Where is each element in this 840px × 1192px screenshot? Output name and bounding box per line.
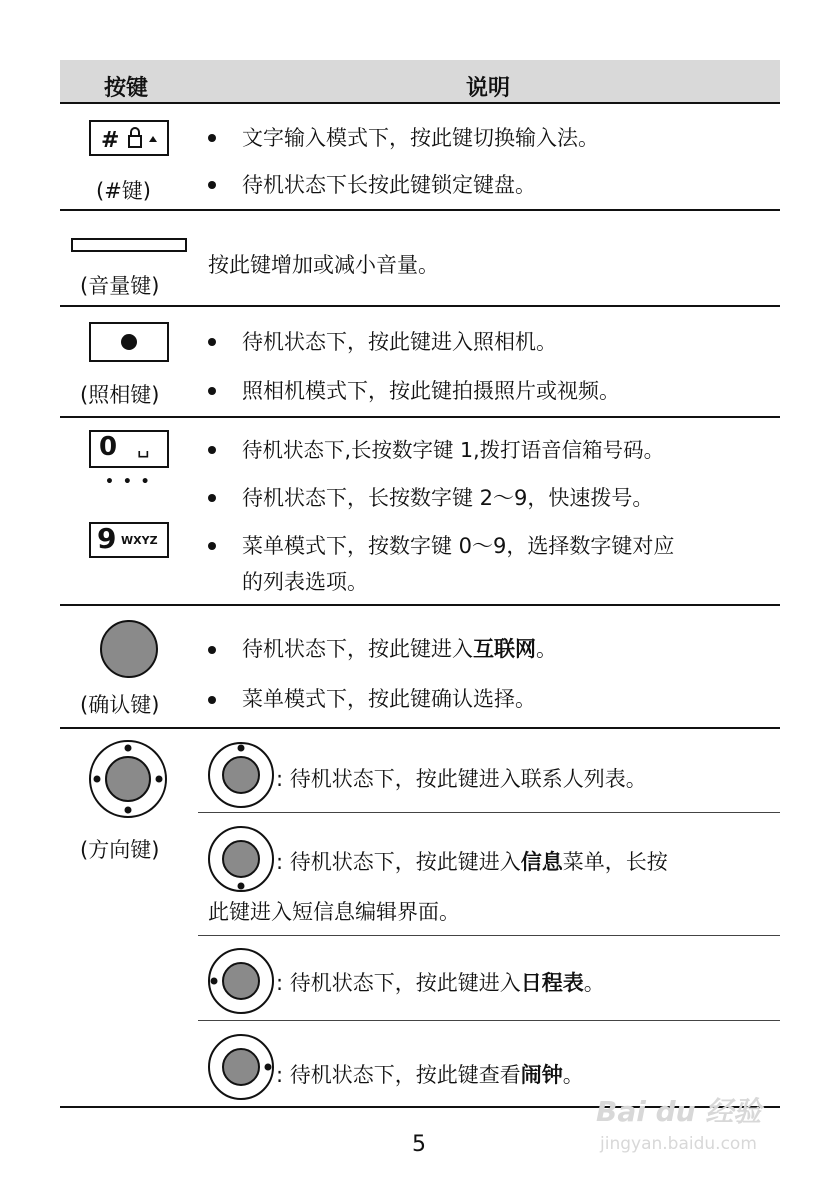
- ellipsis-dots: • • •: [105, 474, 152, 490]
- number-bullet-3-line1: 菜单模式下，按数字键 0～9，选择数字键对应: [242, 534, 675, 558]
- direction-left-desc: : 待机状态下，按此键进入日程表。: [276, 971, 605, 995]
- nav-up-icon: [206, 740, 276, 810]
- number-bullet-1: 待机状态下,长按数字键 1,拨打语音信箱号码。: [242, 438, 665, 462]
- hash-bullet-2: 待机状态下长按此键锁定键盘。: [242, 173, 536, 197]
- watermark-url: jingyan.baidu.com: [600, 1134, 757, 1154]
- confirm-bullet-1: 待机状态下，按此键进入互联网。: [242, 637, 557, 661]
- volume-key-icon: [71, 238, 187, 252]
- volume-desc: 按此键增加或减小音量。: [208, 253, 439, 277]
- sub-divider: [198, 1020, 780, 1021]
- hash-bullet-1: 文字输入模式下，按此键切换输入法。: [242, 126, 599, 150]
- header-divider: [60, 102, 780, 104]
- nav-right-icon: [206, 1032, 276, 1102]
- row-divider: [60, 305, 780, 307]
- bullet: [208, 646, 216, 654]
- confirm-key-label: (确认键): [80, 693, 160, 717]
- bullet: [208, 338, 216, 346]
- nav-down-icon: [206, 824, 276, 894]
- bullet: [208, 181, 216, 189]
- number-key-0-icon: 0 ␣: [89, 430, 169, 468]
- direction-up-desc: : 待机状态下，按此键进入联系人列表。: [276, 767, 647, 791]
- number-key-9-icon: 9 WXYZ: [89, 522, 169, 558]
- bullet: [208, 387, 216, 395]
- header-key: 按键: [104, 76, 149, 101]
- direction-down-desc: : 待机状态下，按此键进入信息菜单，长按: [276, 850, 668, 874]
- camera-key-icon: [89, 322, 169, 362]
- direction-down-desc-line2: 此键进入短信息编辑界面。: [208, 900, 460, 924]
- svg-text:#: #: [101, 128, 120, 153]
- hash-key-label: (#键): [96, 179, 151, 203]
- bullet: [208, 696, 216, 704]
- sub-divider: [198, 812, 780, 813]
- row-divider: [60, 416, 780, 418]
- row-divider: [60, 209, 780, 211]
- row-divider: [60, 727, 780, 729]
- volume-key-label: (音量键): [80, 274, 160, 298]
- sub-divider: [198, 935, 780, 936]
- camera-bullet-1: 待机状态下，按此键进入照相机。: [242, 330, 557, 354]
- number-bullet-3-line2: 的列表选项。: [242, 570, 368, 594]
- bullet: [208, 542, 216, 550]
- bullet: [208, 494, 216, 502]
- number-bullet-2: 待机状态下，长按数字键 2～9，快速拨号。: [242, 486, 654, 510]
- row-divider: [60, 604, 780, 606]
- page-number: 5: [412, 1132, 426, 1157]
- direction-right-desc: : 待机状态下，按此键查看闹钟。: [276, 1063, 584, 1087]
- direction-key-label: (方向键): [80, 838, 160, 862]
- watermark-logo: Bai du 经验: [596, 1095, 762, 1128]
- direction-key-icon: [87, 738, 169, 820]
- header-desc: 说明: [466, 76, 511, 101]
- camera-key-label: (照相键): [80, 383, 160, 407]
- hash-lock-key-icon: [89, 120, 169, 156]
- table-header: [60, 60, 780, 103]
- bullet: [208, 134, 216, 142]
- confirm-bullet-2: 菜单模式下，按此键确认选择。: [242, 687, 536, 711]
- nav-left-icon: [206, 946, 276, 1016]
- bullet: [208, 446, 216, 454]
- camera-bullet-2: 照相机模式下，按此键拍摄照片或视频。: [242, 379, 620, 403]
- confirm-key-icon: [98, 618, 160, 680]
